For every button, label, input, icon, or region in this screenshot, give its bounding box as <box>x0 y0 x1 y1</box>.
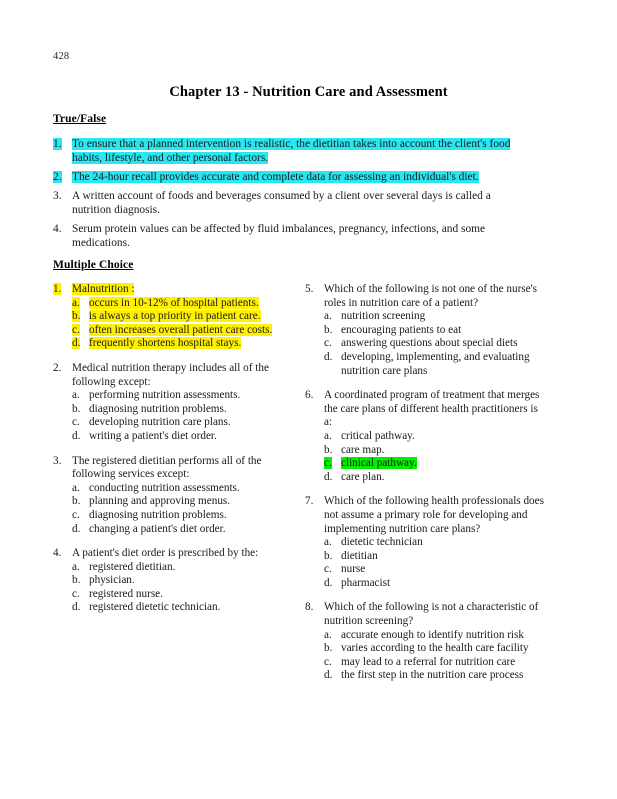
option-letter: a. <box>72 389 80 402</box>
question-stem: A patient's diet order is prescribed by the: <box>72 547 259 560</box>
option-letter: b. <box>72 574 81 587</box>
option-letter: d. <box>324 576 333 589</box>
option-text: writing a patient's diet order. <box>89 429 217 442</box>
option-text: pharmacist <box>341 576 391 589</box>
option-text: dietitian <box>341 549 378 562</box>
true-false-item-text: The 24-hour recall provides accurate and complete data for assessing an individual's diet. <box>72 170 479 183</box>
option-letter: a. <box>324 536 332 549</box>
question-options <box>72 389 299 443</box>
page-number: 428 <box>53 51 70 62</box>
option-letter: c. <box>72 323 80 336</box>
question-option[interactable] <box>72 324 299 338</box>
question-number: 2. <box>53 361 62 374</box>
option-text: may lead to a referral for nutrition care <box>341 655 516 668</box>
question-option[interactable] <box>72 389 299 403</box>
question-option[interactable] <box>72 588 299 602</box>
option-letter: a. <box>72 560 80 573</box>
true-false-item <box>53 189 523 217</box>
option-text: dietetic technician <box>341 536 423 549</box>
option-letter: d. <box>72 337 81 350</box>
question-number: 3. <box>53 454 62 467</box>
option-text: developing, implementing, and evaluating nutrition care plans <box>341 350 530 377</box>
question-option[interactable] <box>324 324 545 338</box>
question-options <box>324 629 545 683</box>
question-option[interactable] <box>72 574 299 588</box>
option-letter: c. <box>72 416 80 429</box>
option-text: care plan. <box>341 470 385 483</box>
question-stem-row <box>53 455 299 482</box>
question-option[interactable] <box>324 351 545 378</box>
option-text: occurs in 10-12% of hospital patients. <box>89 296 259 309</box>
option-letter: b. <box>324 443 333 456</box>
question-number: 7. <box>305 495 314 508</box>
option-text: varies according to the health care facility <box>341 642 529 655</box>
question-option[interactable] <box>324 656 545 670</box>
true-false-item <box>53 170 523 184</box>
option-text: registered nurse. <box>89 587 163 600</box>
option-letter: a. <box>324 310 332 323</box>
question-option[interactable] <box>72 337 299 351</box>
true-false-item-text: Serum protein values can be affected by fluid imbalances, pregnancy, infections, and some medications. <box>72 222 486 249</box>
page-title: Chapter 13 - Nutrition Care and Assessment <box>169 84 448 100</box>
option-text: diagnosing nutrition problems. <box>89 402 227 415</box>
question-number: 5. <box>305 283 314 295</box>
option-letter: b. <box>72 310 81 323</box>
multiple-choice-question <box>305 495 545 590</box>
question-stem: The registered dietitian performs all of the following services except: <box>72 454 262 481</box>
question-number: 1. <box>53 283 62 295</box>
true-false-item-number: 2. <box>53 170 62 183</box>
option-text: encouraging patients to eat <box>341 323 462 336</box>
question-option[interactable] <box>324 563 545 577</box>
question-option[interactable] <box>324 337 545 351</box>
true-false-item-number: 3. <box>53 189 62 202</box>
multiple-choice-question <box>53 455 299 537</box>
question-option[interactable] <box>72 495 299 509</box>
question-stem: Which of the following is not a characteristic of nutrition screening? <box>324 601 539 628</box>
option-letter: c. <box>324 563 332 576</box>
question-stem-row <box>53 362 299 389</box>
question-option[interactable] <box>72 416 299 430</box>
option-text: is always a top priority in patient care. <box>89 310 261 323</box>
option-text: performing nutrition assessments. <box>89 389 241 402</box>
option-letter: a. <box>324 628 332 641</box>
true-false-item <box>53 222 523 250</box>
multiple-choice-column-left <box>53 283 299 626</box>
option-letter: c. <box>72 587 80 600</box>
option-letter: d. <box>72 601 81 614</box>
question-option[interactable] <box>72 430 299 444</box>
question-stem-row <box>305 601 545 628</box>
true-false-item-text: To ensure that a planned intervention is realistic, the dietitian takes into account the client's food habits, lifestyle, and other personal factors. <box>72 138 511 165</box>
option-text: registered dietitian. <box>89 560 176 573</box>
option-letter: d. <box>324 669 333 682</box>
multiple-choice-question <box>53 547 299 615</box>
true-false-list <box>53 137 523 254</box>
option-text: changing a patient's diet order. <box>89 522 226 535</box>
question-option[interactable] <box>72 561 299 575</box>
multiple-choice-question <box>305 601 545 683</box>
question-option[interactable] <box>72 403 299 417</box>
option-text: developing nutrition care plans. <box>89 416 231 429</box>
question-stem-row <box>305 495 545 536</box>
option-letter: d. <box>324 350 333 363</box>
question-options <box>72 561 299 615</box>
option-text: critical pathway. <box>341 429 415 442</box>
question-options <box>72 482 299 536</box>
question-options <box>324 430 545 484</box>
question-option[interactable] <box>324 536 545 550</box>
option-text: nurse <box>341 563 366 576</box>
option-letter: b. <box>72 495 81 508</box>
multiple-choice-question <box>305 389 545 484</box>
option-letter: c. <box>72 508 80 521</box>
option-text: physician. <box>89 574 135 587</box>
option-text: diagnosing nutrition problems. <box>89 508 227 521</box>
option-text: answering questions about special diets <box>341 337 518 350</box>
multiple-choice-column-right <box>305 283 545 694</box>
question-stem: A coordinated program of treatment that merges the care plans of different health practitioners is a: <box>324 389 540 429</box>
question-option[interactable] <box>72 523 299 537</box>
question-stem-row <box>53 547 299 561</box>
question-option[interactable] <box>324 471 545 485</box>
option-letter: a. <box>72 296 80 309</box>
option-text: planning and approving menus. <box>89 495 231 508</box>
multiple-choice-question <box>305 283 545 378</box>
option-letter: c. <box>324 337 332 350</box>
option-letter: b. <box>324 642 333 655</box>
option-letter: d. <box>72 429 81 442</box>
question-stem: Which of the following is not one of the nurse's roles in nutrition care of a patient? <box>324 283 537 309</box>
section-heading-multiple-choice: Multiple Choice <box>53 259 134 271</box>
question-option[interactable] <box>324 457 545 471</box>
question-option[interactable] <box>72 482 299 496</box>
option-letter: a. <box>72 481 80 494</box>
true-false-item-text: A written account of foods and beverages consumed by a client over several days is called a nutrition diagnosis. <box>72 189 491 216</box>
option-letter: c. <box>324 457 332 470</box>
question-option[interactable] <box>324 310 545 324</box>
question-option[interactable] <box>324 444 545 458</box>
question-options <box>324 310 545 378</box>
section-heading-true-false: True/False <box>53 113 107 125</box>
option-text: clinical pathway. <box>341 457 417 470</box>
question-option[interactable] <box>324 430 545 444</box>
option-text: conducting nutrition assessments. <box>89 481 240 494</box>
question-option[interactable] <box>324 550 545 564</box>
option-letter: b. <box>324 323 333 336</box>
option-letter: d. <box>72 522 81 535</box>
question-stem-row <box>305 389 545 430</box>
question-stem-row <box>305 283 545 310</box>
question-number: 6. <box>305 389 314 402</box>
question-option[interactable] <box>72 601 299 615</box>
question-option[interactable] <box>72 509 299 523</box>
question-option[interactable] <box>72 310 299 324</box>
option-text: care map. <box>341 443 385 456</box>
true-false-item-number: 1. <box>53 138 62 150</box>
option-text: frequently shortens hospital stays. <box>89 337 242 350</box>
option-text: accurate enough to identify nutrition risk <box>341 628 524 641</box>
question-stem: Which of the following health professionals does not assume a primary role for developing and implementing nutrition care plans? <box>324 495 544 535</box>
option-letter: a. <box>324 429 332 442</box>
question-options <box>324 536 545 590</box>
question-option[interactable] <box>324 629 545 643</box>
true-false-item <box>53 137 523 165</box>
question-option[interactable] <box>72 297 299 311</box>
question-number: 4. <box>53 547 62 560</box>
question-stem: Medical nutrition therapy includes all of the following except: <box>72 361 269 388</box>
multiple-choice-question <box>53 362 299 444</box>
true-false-item-number: 4. <box>53 222 62 235</box>
option-text: registered dietetic technician. <box>89 601 221 614</box>
question-option[interactable] <box>324 577 545 591</box>
option-letter: c. <box>324 655 332 668</box>
question-option[interactable] <box>324 669 545 683</box>
option-letter: b. <box>72 402 81 415</box>
question-stem: Malnutrition : <box>72 283 135 295</box>
option-text: nutrition screening <box>341 310 426 323</box>
question-options <box>72 297 299 351</box>
question-stem-row <box>53 283 299 297</box>
question-number: 8. <box>305 601 314 614</box>
option-text: often increases overall patient care costs. <box>89 323 273 336</box>
multiple-choice-question <box>53 283 299 351</box>
option-letter: d. <box>324 470 333 483</box>
option-text: the first step in the nutrition care process <box>341 669 524 682</box>
question-option[interactable] <box>324 642 545 656</box>
option-letter: b. <box>324 549 333 562</box>
